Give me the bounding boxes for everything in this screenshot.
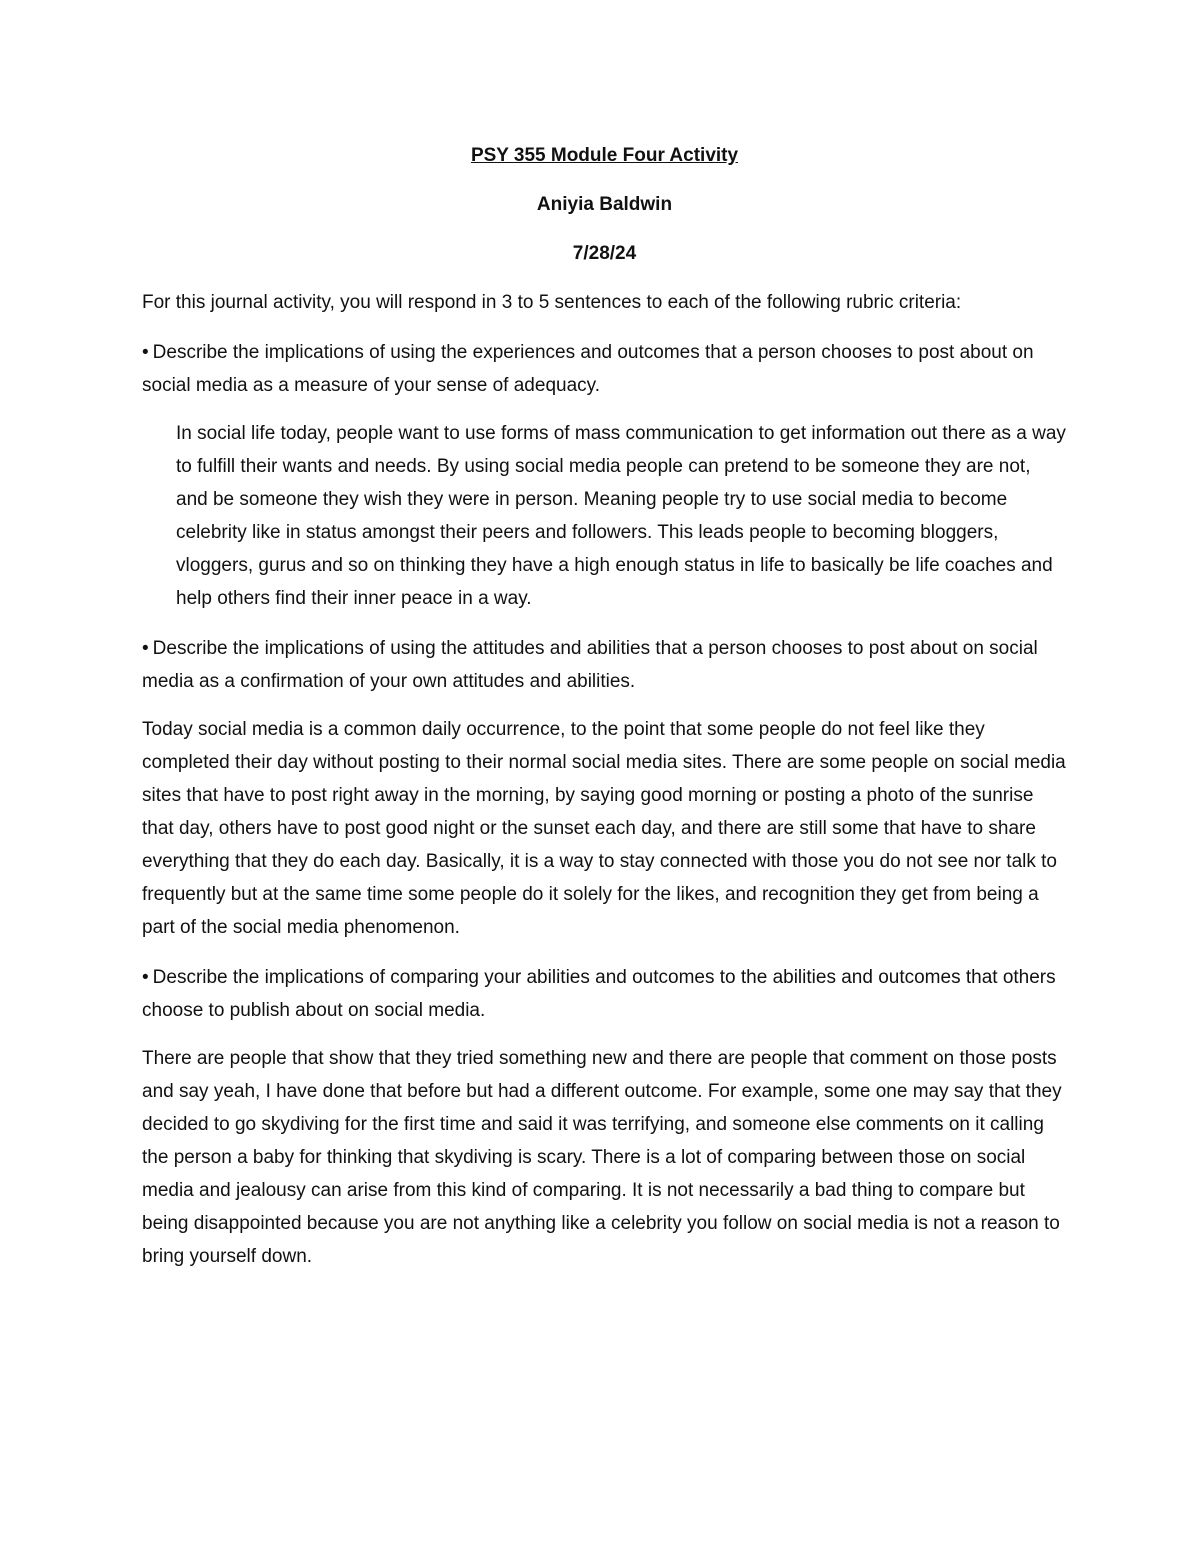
document-body [142, 140, 1067, 1273]
prompt-1 [142, 336, 1067, 402]
response-2: Today social media is a common daily occurrence, to the point that some people do not feel like they completed their day without posting to their normal social media sites. There are some people on social media sites that have to post right away in the morning, by saying good morning or posting a photo of the sunrise that day, others have to post good night or the sunset each day, and there are still some that have to share everything that they do each day. Basically, it is a way to stay connected with those you do not see nor talk to frequently but at the same time some people do it solely for the likes, and recognition they get from being a part of the social media phenomenon. [142, 719, 1066, 938]
author-name: Aniyia Baldwin [536, 194, 673, 215]
bullet-icon: • [142, 342, 149, 363]
prompt-2 [142, 632, 1067, 698]
prompt-3-text: Describe the implications of comparing your abilities and outcomes to the abilities and outcomes that others choose to publish about on social media. [142, 967, 1056, 1021]
bullet-icon: • [142, 638, 149, 659]
response-1: In social life today, people want to use forms of mass communication to get information out there as a way to fulfill their wants and needs. By using social media people can pretend to be someone they are not, and be someone they wish they were in person. Meaning people try to use social media to become celebrity like in status amongst their peers and followers. This leads people to becoming bloggers, vloggers, gurus and so on thinking they have a high enough status in life to basically be life coaches and help others find their inner peace in a way. [176, 423, 1066, 609]
prompt-2-text: Describe the implications of using the attitudes and abilities that a person chooses to post about on social media as a confirmation of your own attitudes and abilities. [142, 638, 1038, 692]
bullet-icon: • [142, 967, 149, 988]
document-date: 7/28/24 [572, 243, 637, 264]
response-3: There are people that show that they tried something new and there are people that comment on those posts and say yeah, I have done that before but had a different outcome. For example, some one may say that they decided to go skydiving for the first time and said it was terrifying, and someone else comments on it calling the person a baby for thinking that skydiving is scary. There is a lot of comparing between those on social media and jealousy can arise from this kind of comparing. It is not necessarily a bad thing to compare but being disappointed because you are not anything like a celebrity you follow on social media is not a reason to bring yourself down. [142, 1048, 1062, 1267]
prompt-1-text: Describe the implications of using the experiences and outcomes that a person chooses to post about on social media as a measure of your sense of adequacy. [142, 342, 1034, 396]
prompt-3 [142, 961, 1067, 1027]
intro-paragraph: For this journal activity, you will respond in 3 to 5 sentences to each of the following rubric criteria: [142, 292, 962, 313]
document-title: PSY 355 Module Four Activity [470, 145, 739, 166]
